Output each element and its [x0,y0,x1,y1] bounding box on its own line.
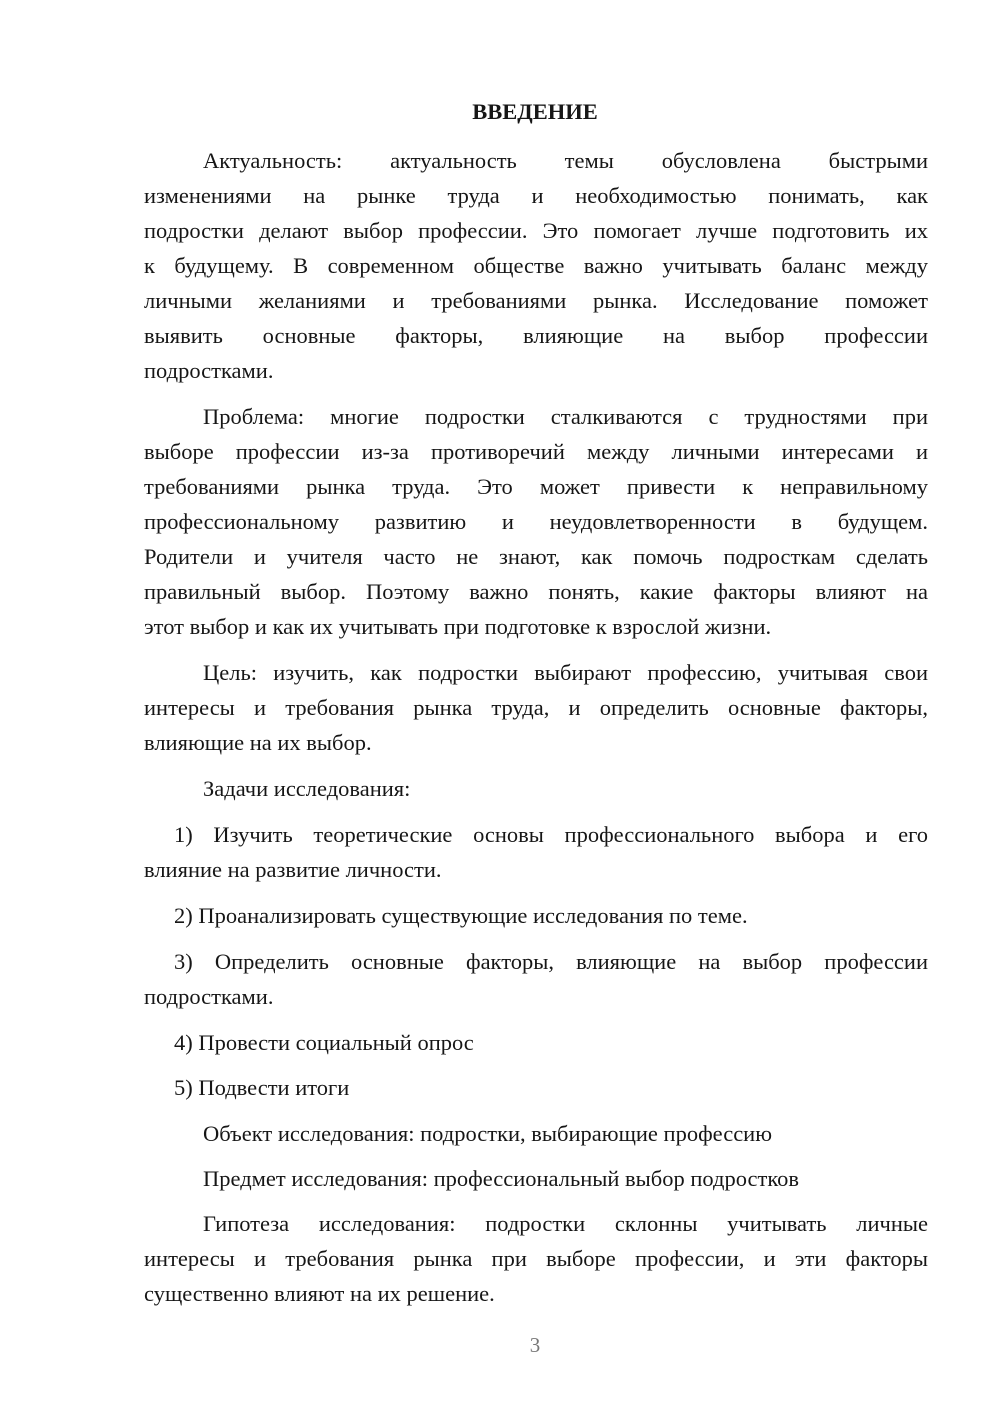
text-line: личными желаниями и требованиями рынка. Исследование поможет [144,288,928,313]
text-line: Предмет исследования: профессиональный выбор подростков [203,1166,799,1191]
text-line: к будущему. В современном обществе важно учитывать баланс между [144,253,928,278]
text-line: этот выбор и как их учитывать при подготовке к взрослой жизни. [144,614,772,639]
text-line: Актуальность: актуальность темы обусловлена быстрыми [203,148,928,173]
page-number: 3 [529,1333,541,1357]
list-item: 1) Изучить теоретические основы профессионального выбора и его [174,822,928,847]
text-line: подростками. [144,984,274,1009]
text-line: правильный выбор. Поэтому важно понять, какие факторы влияют на [144,579,928,604]
text-line: Родители и учителя часто не знают, как помочь подросткам сделать [144,544,928,569]
text-line: Гипотеза исследования: подростки склонны учитывать личные [203,1211,928,1236]
text-line: выборе профессии из-за противоречий между личными интересами и [144,439,928,464]
text-line: профессиональному развитию и неудовлетворенности в будущем. [144,509,928,534]
text-line: влияние на развитие личности. [144,857,442,882]
list-item: 5) Подвести итоги [174,1075,350,1100]
text-line: Проблема: многие подростки сталкиваются с трудностями при [203,404,928,429]
text-line: Цель: изучить, как подростки выбирают профессию, учитывая свои [203,660,928,685]
page-title: ВВЕДЕНИЕ [472,99,598,124]
text-line: подростками. [144,358,274,383]
text-line: Объект исследования: подростки, выбирающие профессию [203,1121,773,1146]
text-line: Задачи исследования: [203,776,411,801]
text-line: интересы и требования рынка труда, и определить основные факторы, [144,695,928,720]
text-line: изменениями на рынке труда и необходимостью понимать, как [144,183,928,208]
text-line: выявить основные факторы, влияющие на выбор профессии [144,323,928,348]
list-item: 2) Проанализировать существующие исследования по теме. [174,903,748,928]
text-line: влияющие на их выбор. [144,730,372,755]
text-line: подростки делают выбор профессии. Это помогает лучше подготовить их [144,218,928,243]
list-item: 3) Определить основные факторы, влияющие на выбор профессии [174,949,928,974]
text-line: существенно влияют на их решение. [144,1281,495,1306]
list-item: 4) Провести социальный опрос [174,1030,474,1055]
text-line: интересы и требования рынка при выборе профессии, и эти факторы [144,1246,928,1271]
text-line: требованиями рынка труда. Это может привести к неправильному [144,474,928,499]
